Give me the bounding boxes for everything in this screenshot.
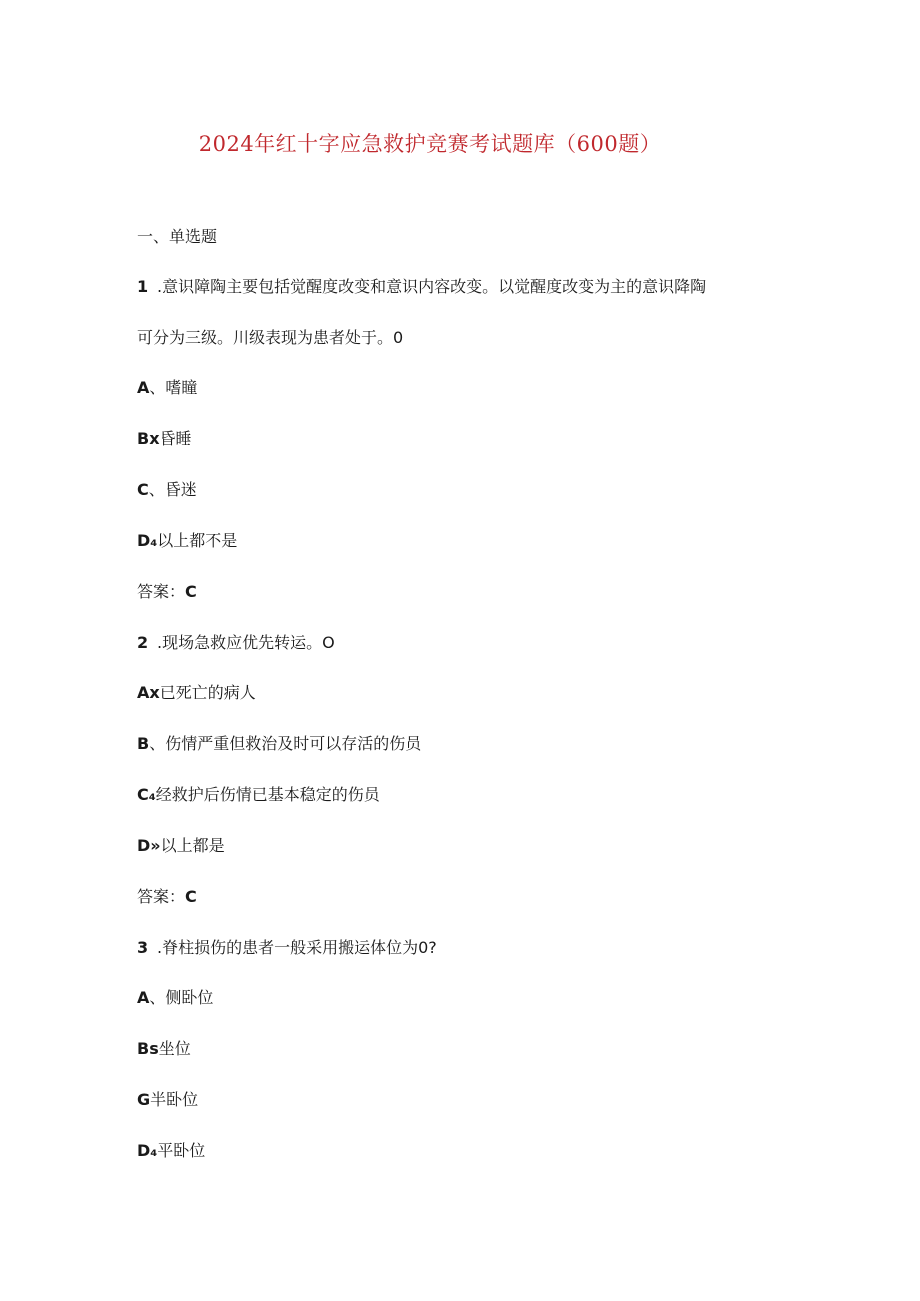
question-3-option-d (137, 1140, 205, 1162)
option-text: 经救护后伤情已基本稳定的伤员 (155, 785, 380, 804)
question-1-answer (137, 581, 197, 603)
answer-value: C (185, 582, 197, 601)
option-text: 以上都不是 (157, 531, 238, 550)
option-text: 昏睡 (159, 429, 192, 448)
question-2-option-c (137, 784, 380, 806)
option-prefix: A (137, 378, 150, 397)
question-1-option-d (137, 530, 237, 552)
question-1-stem-continued (137, 327, 403, 349)
question-1-option-b (137, 428, 192, 450)
option-text: 坐位 (158, 1039, 191, 1058)
answer-label: 答案： (137, 582, 186, 601)
answer-label: 答案： (137, 887, 186, 906)
option-prefix: A (137, 988, 150, 1007)
question-3-option-c (137, 1089, 198, 1111)
question-2-stem (137, 632, 335, 654)
question-3-option-b (137, 1038, 191, 1060)
option-text: 平卧位 (157, 1141, 206, 1160)
option-text: 以上都是 (160, 836, 225, 855)
option-text: 、侧卧位 (149, 988, 214, 1007)
option-prefix: D₄ (137, 1141, 158, 1160)
question-stem-text: .意识障陶主要包括觉醒度改变和意识内容改变。以觉醒度改变为主的意识降陶 (157, 277, 707, 296)
question-2-option-b (137, 733, 421, 755)
section-heading: 一、单选题 (137, 227, 218, 246)
question-3-option-a (137, 987, 213, 1009)
question-1-option-c (137, 479, 197, 501)
question-1-option-a (137, 377, 197, 399)
question-stem-text: .现场急救应优先转运。O (157, 633, 335, 652)
option-text: 、嗜瞳 (149, 378, 198, 397)
question-number: 3 (137, 938, 149, 957)
document-title: 2024年红十字应急救护竞赛考试题库（600题） (198, 132, 662, 156)
answer-value: C (185, 887, 197, 906)
option-prefix: Bx (137, 429, 160, 448)
option-prefix: C (137, 480, 149, 499)
question-2-answer (137, 886, 197, 908)
option-prefix: D₄ (137, 531, 158, 550)
option-text: 半卧位 (150, 1090, 199, 1109)
question-1-stem (137, 276, 706, 298)
option-text: 、昏迷 (148, 480, 197, 499)
option-text: 已死亡的病人 (159, 683, 256, 702)
option-prefix: B (137, 734, 150, 753)
question-2-option-d (137, 835, 225, 857)
option-text: 、伤情严重但救治及时可以存活的伤员 (149, 734, 422, 753)
question-number: 1 (137, 277, 149, 296)
option-prefix: D» (137, 836, 161, 855)
option-prefix: Bs (137, 1039, 159, 1058)
option-prefix: C₄ (137, 785, 156, 804)
option-prefix: Ax (137, 683, 160, 702)
question-2-option-a (137, 682, 256, 704)
question-number: 2 (137, 633, 149, 652)
question-stem-text: .脊柱损伤的患者一般采用搬运体位为0? (157, 938, 437, 957)
option-prefix: G (137, 1090, 151, 1109)
question-3-stem (137, 937, 437, 959)
question-stem-text: 可分为三级。川级表现为患者处于。0 (137, 328, 404, 347)
